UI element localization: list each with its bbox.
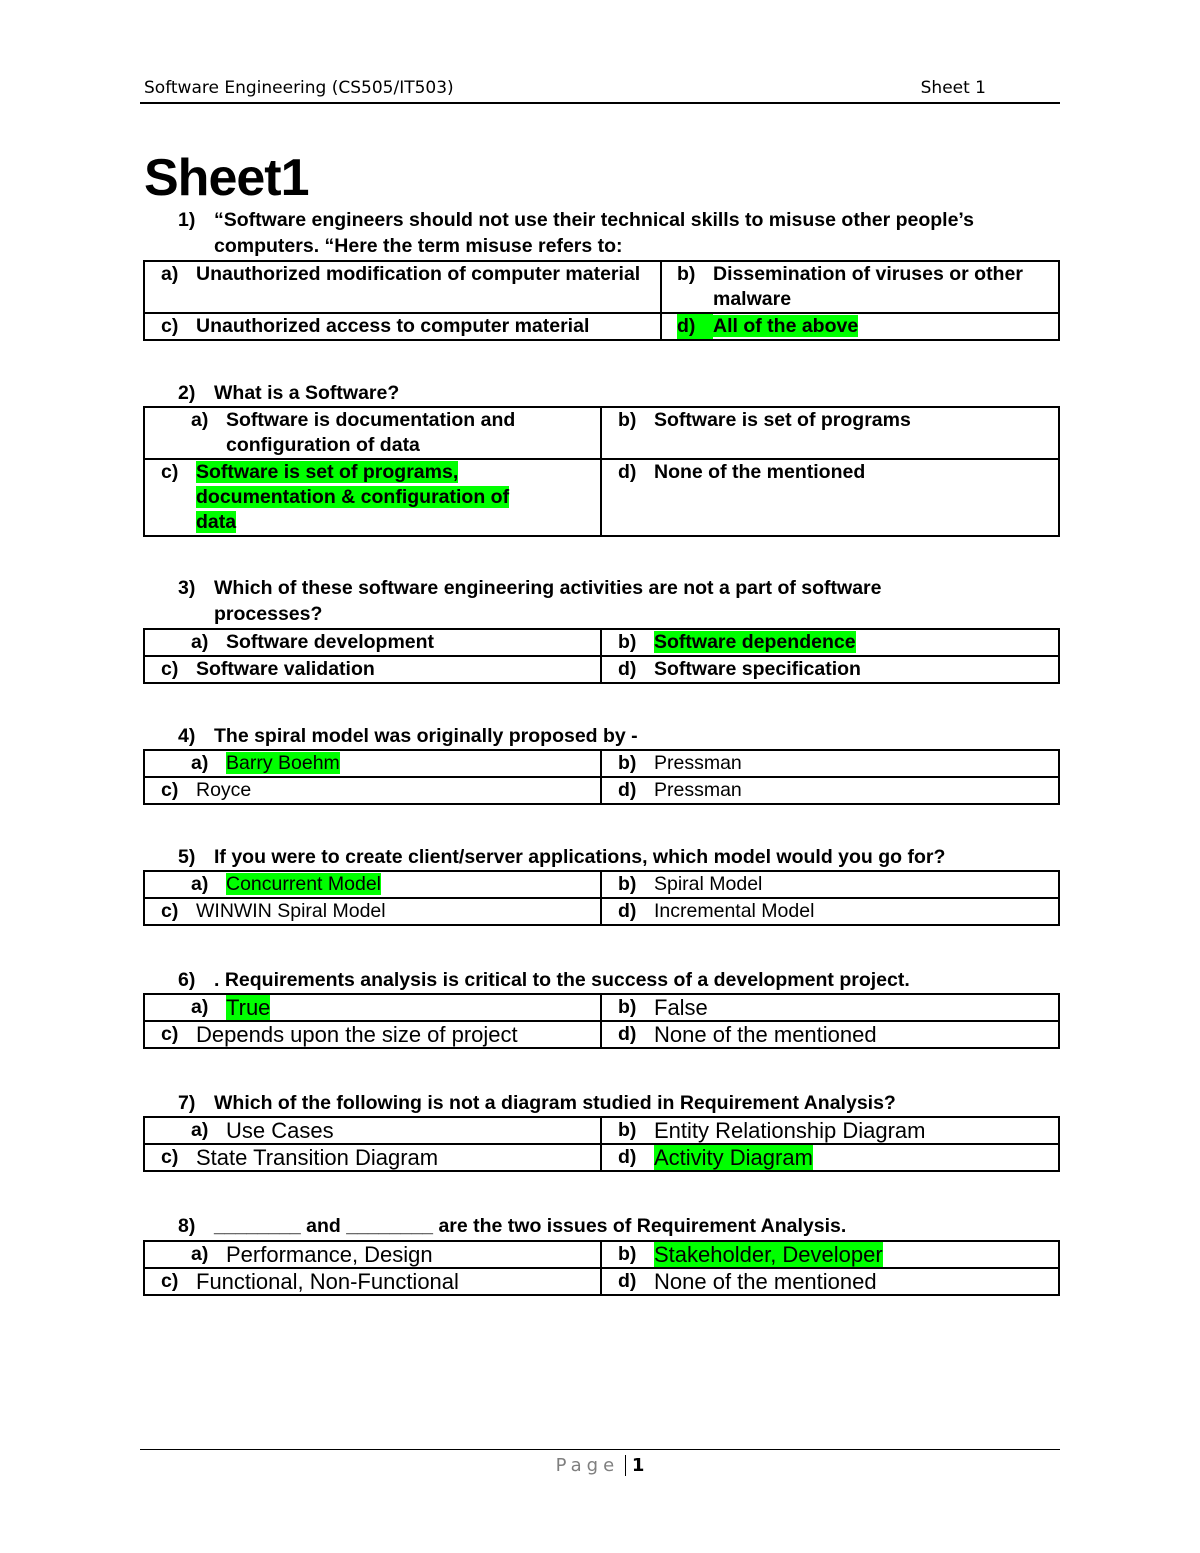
- option-b: b) False: [601, 994, 1059, 1021]
- option-c: c) Unauthorized access to computer material: [144, 313, 661, 340]
- page-number: 1: [625, 1455, 645, 1476]
- option-b: b) Software dependence: [601, 629, 1059, 656]
- option-c: c) Functional, Non-Functional: [144, 1268, 601, 1295]
- option-a: a) Software is documentation and configuration of data: [144, 407, 601, 459]
- question-text: If you were to create client/server applications, which model would you go for?: [214, 846, 946, 868]
- option-c: c) Royce: [144, 777, 601, 804]
- options-table-5: [143, 870, 1060, 926]
- correct-answer-highlight: Software is set of programs, documentation & configuration of data: [196, 461, 510, 533]
- option-c: c) Software is set of programs, documentation & configuration of data: [144, 459, 601, 536]
- option-b: b) Entity Relationship Diagram: [601, 1117, 1059, 1144]
- option-a: a) Concurrent Model: [144, 871, 601, 898]
- page-label: Page: [555, 1455, 620, 1476]
- option-a: a) Unauthorized modification of computer material: [144, 261, 661, 313]
- question-7: [178, 1090, 1058, 1116]
- question-8: [178, 1213, 1058, 1239]
- question-number: 5): [178, 846, 196, 868]
- option-a: a) True: [144, 994, 601, 1021]
- correct-answer-highlight: Software dependence: [654, 631, 856, 653]
- options-table-7: [143, 1116, 1060, 1172]
- correct-answer-highlight: Barry Boehm: [226, 752, 340, 774]
- question-text: What is a Software?: [214, 382, 400, 404]
- option-d: d) Activity Diagram: [601, 1144, 1059, 1171]
- option-b: b) Dissemination of viruses or other malware: [661, 261, 1059, 313]
- option-d: d) Pressman: [601, 777, 1059, 804]
- question-text: The spiral model was originally proposed by -: [214, 725, 638, 747]
- course-title: Software Engineering (CS505/IT503): [144, 78, 454, 98]
- page-footer: [0, 1455, 1200, 1476]
- option-d: d) Incremental Model: [601, 898, 1059, 925]
- question-number: 6): [178, 969, 196, 991]
- option-b: b) Software is set of programs: [601, 407, 1059, 459]
- option-a: a) Use Cases: [144, 1117, 601, 1144]
- question-text: . Requirements analysis is critical to the success of a development project.: [214, 969, 910, 991]
- footer-divider: [140, 1449, 1060, 1450]
- question-number: 1): [178, 209, 196, 231]
- question-text: ________ and ________ are the two issues of Requirement Analysis.: [214, 1215, 847, 1237]
- question-number: 4): [178, 725, 196, 747]
- question-number: 3): [178, 577, 196, 599]
- option-a: a) Barry Boehm: [144, 750, 601, 777]
- option-d: d) Software specification: [601, 656, 1059, 683]
- options-table-6: [143, 993, 1060, 1049]
- options-table-1: [143, 260, 1060, 341]
- option-d: d) None of the mentioned: [601, 1268, 1059, 1295]
- correct-answer-highlight: Activity Diagram: [654, 1145, 813, 1170]
- correct-answer-highlight: Concurrent Model: [226, 873, 381, 895]
- question-6: [178, 967, 1058, 993]
- question-text: Which of the following is not a diagram studied in Requirement Analysis?: [214, 1092, 896, 1114]
- correct-answer-highlight: All of the above: [713, 315, 859, 337]
- question-1: [178, 207, 1058, 259]
- correct-answer-highlight: True: [226, 995, 271, 1020]
- option-a: a) Software development: [144, 629, 601, 656]
- option-b: b) Stakeholder, Developer: [601, 1241, 1059, 1268]
- question-number: 2): [178, 382, 196, 404]
- option-c: c) WINWIN Spiral Model: [144, 898, 601, 925]
- option-b: b) Spiral Model: [601, 871, 1059, 898]
- option-d: d) All of the above: [661, 313, 1059, 340]
- sheet-label: Sheet 1: [920, 78, 986, 98]
- question-2: [178, 380, 1058, 406]
- question-5: [178, 844, 1058, 870]
- question-number: 8): [178, 1215, 196, 1237]
- question-text: “Software engineers should not use their technical skills to misuse other people’s computers. “Here the term misuse refers to:: [214, 209, 974, 257]
- page-title: Sheet1: [144, 149, 309, 207]
- question-number: 7): [178, 1092, 196, 1114]
- option-d: d) None of the mentioned: [601, 459, 1059, 536]
- option-d: d) None of the mentioned: [601, 1021, 1059, 1048]
- option-c: c) Depends upon the size of project: [144, 1021, 601, 1048]
- option-a: a) Performance, Design: [144, 1241, 601, 1268]
- options-table-4: [143, 749, 1060, 805]
- question-text: Which of these software engineering activities are not a part of software processes?: [214, 577, 882, 625]
- question-3: [178, 575, 1058, 627]
- option-b: b) Pressman: [601, 750, 1059, 777]
- question-4: [178, 723, 1058, 749]
- option-c: c) Software validation: [144, 656, 601, 683]
- options-table-2: [143, 406, 1060, 537]
- page-header: [140, 74, 1060, 104]
- correct-answer-highlight: Stakeholder, Developer: [654, 1242, 883, 1267]
- options-table-8: [143, 1240, 1060, 1296]
- option-c: c) State Transition Diagram: [144, 1144, 601, 1171]
- options-table-3: [143, 628, 1060, 684]
